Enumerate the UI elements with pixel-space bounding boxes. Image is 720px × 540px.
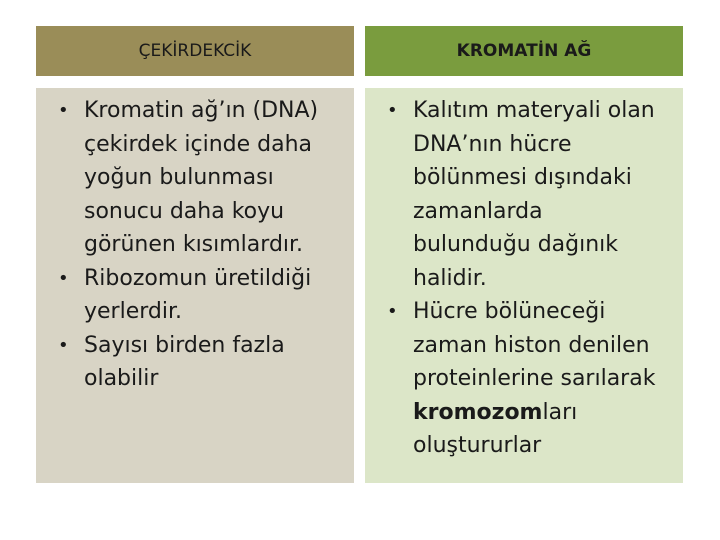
list-item-text: Kalıtım materyali olan DNA’nın hücre bölünmesi dışındaki zamanlarda bulunduğu dağınık halidir. [413,98,655,291]
bullet-icon: • [387,100,398,121]
list-item-text: Sayısı birden fazla olabilir [84,332,285,391]
list-item-text: Ribozomun üretildiği yerlerdir. [84,265,312,324]
kromozom-bold-text: kromozom [413,399,543,425]
cekirdekcik-list [56,94,336,396]
bullet-icon: • [58,334,69,356]
header-kromatin-ag-label: KROMATİN AĞ [456,41,592,61]
cekirdekcik-content [36,88,354,483]
list-item-text-end: ları oluştururlar [413,399,578,458]
bullet-icon: • [58,267,69,289]
list-item [56,262,336,329]
header-cekirdekcik-label: ÇEKİRDEKCİK [138,41,252,61]
kromatin-ag-content [365,88,683,483]
list-item-text-start: Hücre bölüneceği zaman histon denilen proteinlerine sarılarak [413,299,656,391]
bullet-icon: • [58,100,69,121]
header-kromatin-ag [365,26,683,76]
list-item [385,94,665,295]
list-item [56,329,336,396]
header-cekirdekcik [36,26,354,76]
list-item-text: Kromatin ağ’ın (DNA) çekirdek içinde daha yoğun bulunması sonucu daha koyu görünen kısımlardır. [84,98,319,257]
list-item-text [413,299,655,458]
kromatin-ag-list [385,94,665,463]
list-item [385,295,665,463]
list-item [56,94,336,262]
bullet-icon: • [387,301,398,322]
